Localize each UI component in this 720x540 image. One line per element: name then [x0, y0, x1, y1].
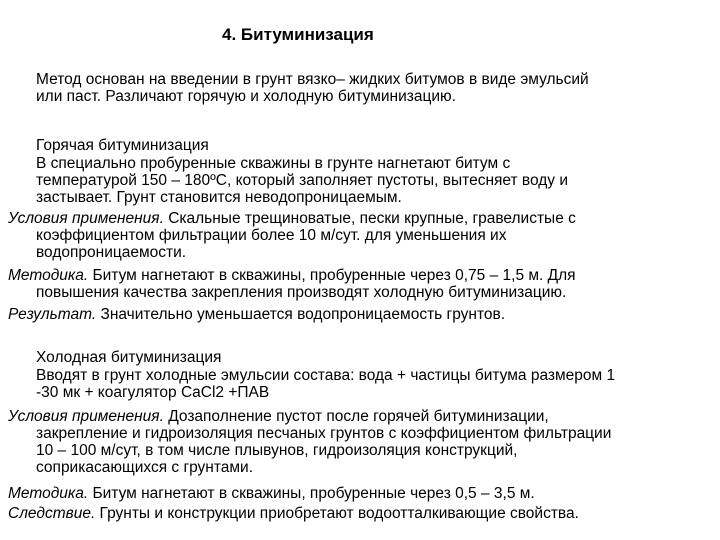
cold-method — [8, 485, 535, 502]
cold-conditions-line: закрепление и гидроизоляция песчаных грунтов с коэффициентом фильтрации — [36, 425, 612, 442]
hot-conditions-first-line — [8, 210, 576, 227]
conditions-label: Условия применения. — [8, 408, 164, 425]
method-label: Методика. — [8, 485, 89, 502]
cold-consequence-line — [8, 505, 579, 522]
hot-heading-text: Горячая битуминизация — [36, 137, 209, 154]
hot-description-line: В специально пробуренные скважины в грунте нагнетают битум с — [36, 155, 511, 172]
hot-method-first-line — [8, 267, 576, 284]
conditions-text: Дозаполнение пустот после горячей битуминизации, — [163, 408, 549, 425]
hot-method — [8, 267, 576, 301]
cold-description — [36, 367, 615, 401]
cold-description-line: Вводят в грунт холодные эмульсии состава: вода + частицы битума размером 1 — [36, 367, 616, 384]
result-text: Значительно уменьшается водопроницаемость грунтов. — [96, 306, 506, 323]
cold-heading-text: Холодная битуминизация — [36, 349, 222, 366]
hot-section-heading — [36, 137, 209, 154]
cold-method-line — [8, 485, 535, 502]
method-text: Битум нагнетают в скважины, пробуренные через 0,75 – 1,5 м. Для — [88, 267, 576, 284]
consequence-label: Следствие. — [8, 505, 96, 522]
hot-conditions-line: водопроницаемости. — [36, 244, 187, 261]
conditions-text: Скальные трещиноватые, пески крупные, гравелистые с — [163, 210, 576, 227]
cold-conditions-line: соприкасающихся с грунтами. — [36, 459, 254, 476]
cold-consequence — [8, 505, 579, 522]
result-label: Результат. — [8, 306, 97, 323]
method-label: Методика. — [8, 267, 89, 284]
cold-conditions-first-line — [8, 408, 611, 425]
hot-description — [36, 155, 568, 206]
consequence-text: Грунты и конструкции приобретают водоотталкивающие свойства. — [95, 505, 579, 522]
page-title: 4. Битуминизация — [222, 25, 374, 44]
cold-conditions — [8, 408, 611, 476]
conditions-label: Условия применения. — [8, 210, 164, 227]
hot-conditions — [8, 210, 576, 261]
method-text: Битум нагнетают в скважины, пробуренные через 0,5 – 3,5 м. — [88, 485, 535, 502]
hot-description-line: температурой 150 – 180ºС, который заполняет пустоты, вытесняет воду и — [36, 172, 569, 189]
hot-method-line: повышения качества закрепления производят холодную битуминизацию. — [36, 284, 567, 301]
hot-conditions-line: коэффициентом фильтрации более 10 м/сут. для уменьшения их — [36, 227, 507, 244]
cold-description-line: -30 мк + коагулятор CaCl2 +ПАВ — [36, 384, 270, 401]
intro-line: Метод основан на введении в грунт вязко– жидких битумов в виде эмульсий — [36, 71, 589, 88]
cold-conditions-line: 10 – 100 м/сут, в том числе плывунов, гидроизоляция конструкций, — [36, 442, 518, 459]
cold-section-heading — [36, 349, 221, 366]
hot-result — [8, 306, 505, 323]
intro-paragraph — [36, 71, 589, 105]
hot-result-line — [8, 306, 505, 323]
intro-line: или паст. Различают горячую и холодную битуминизацию. — [36, 88, 456, 105]
hot-description-line: застывает. Грунт становится неводопроницаемым. — [36, 189, 402, 206]
